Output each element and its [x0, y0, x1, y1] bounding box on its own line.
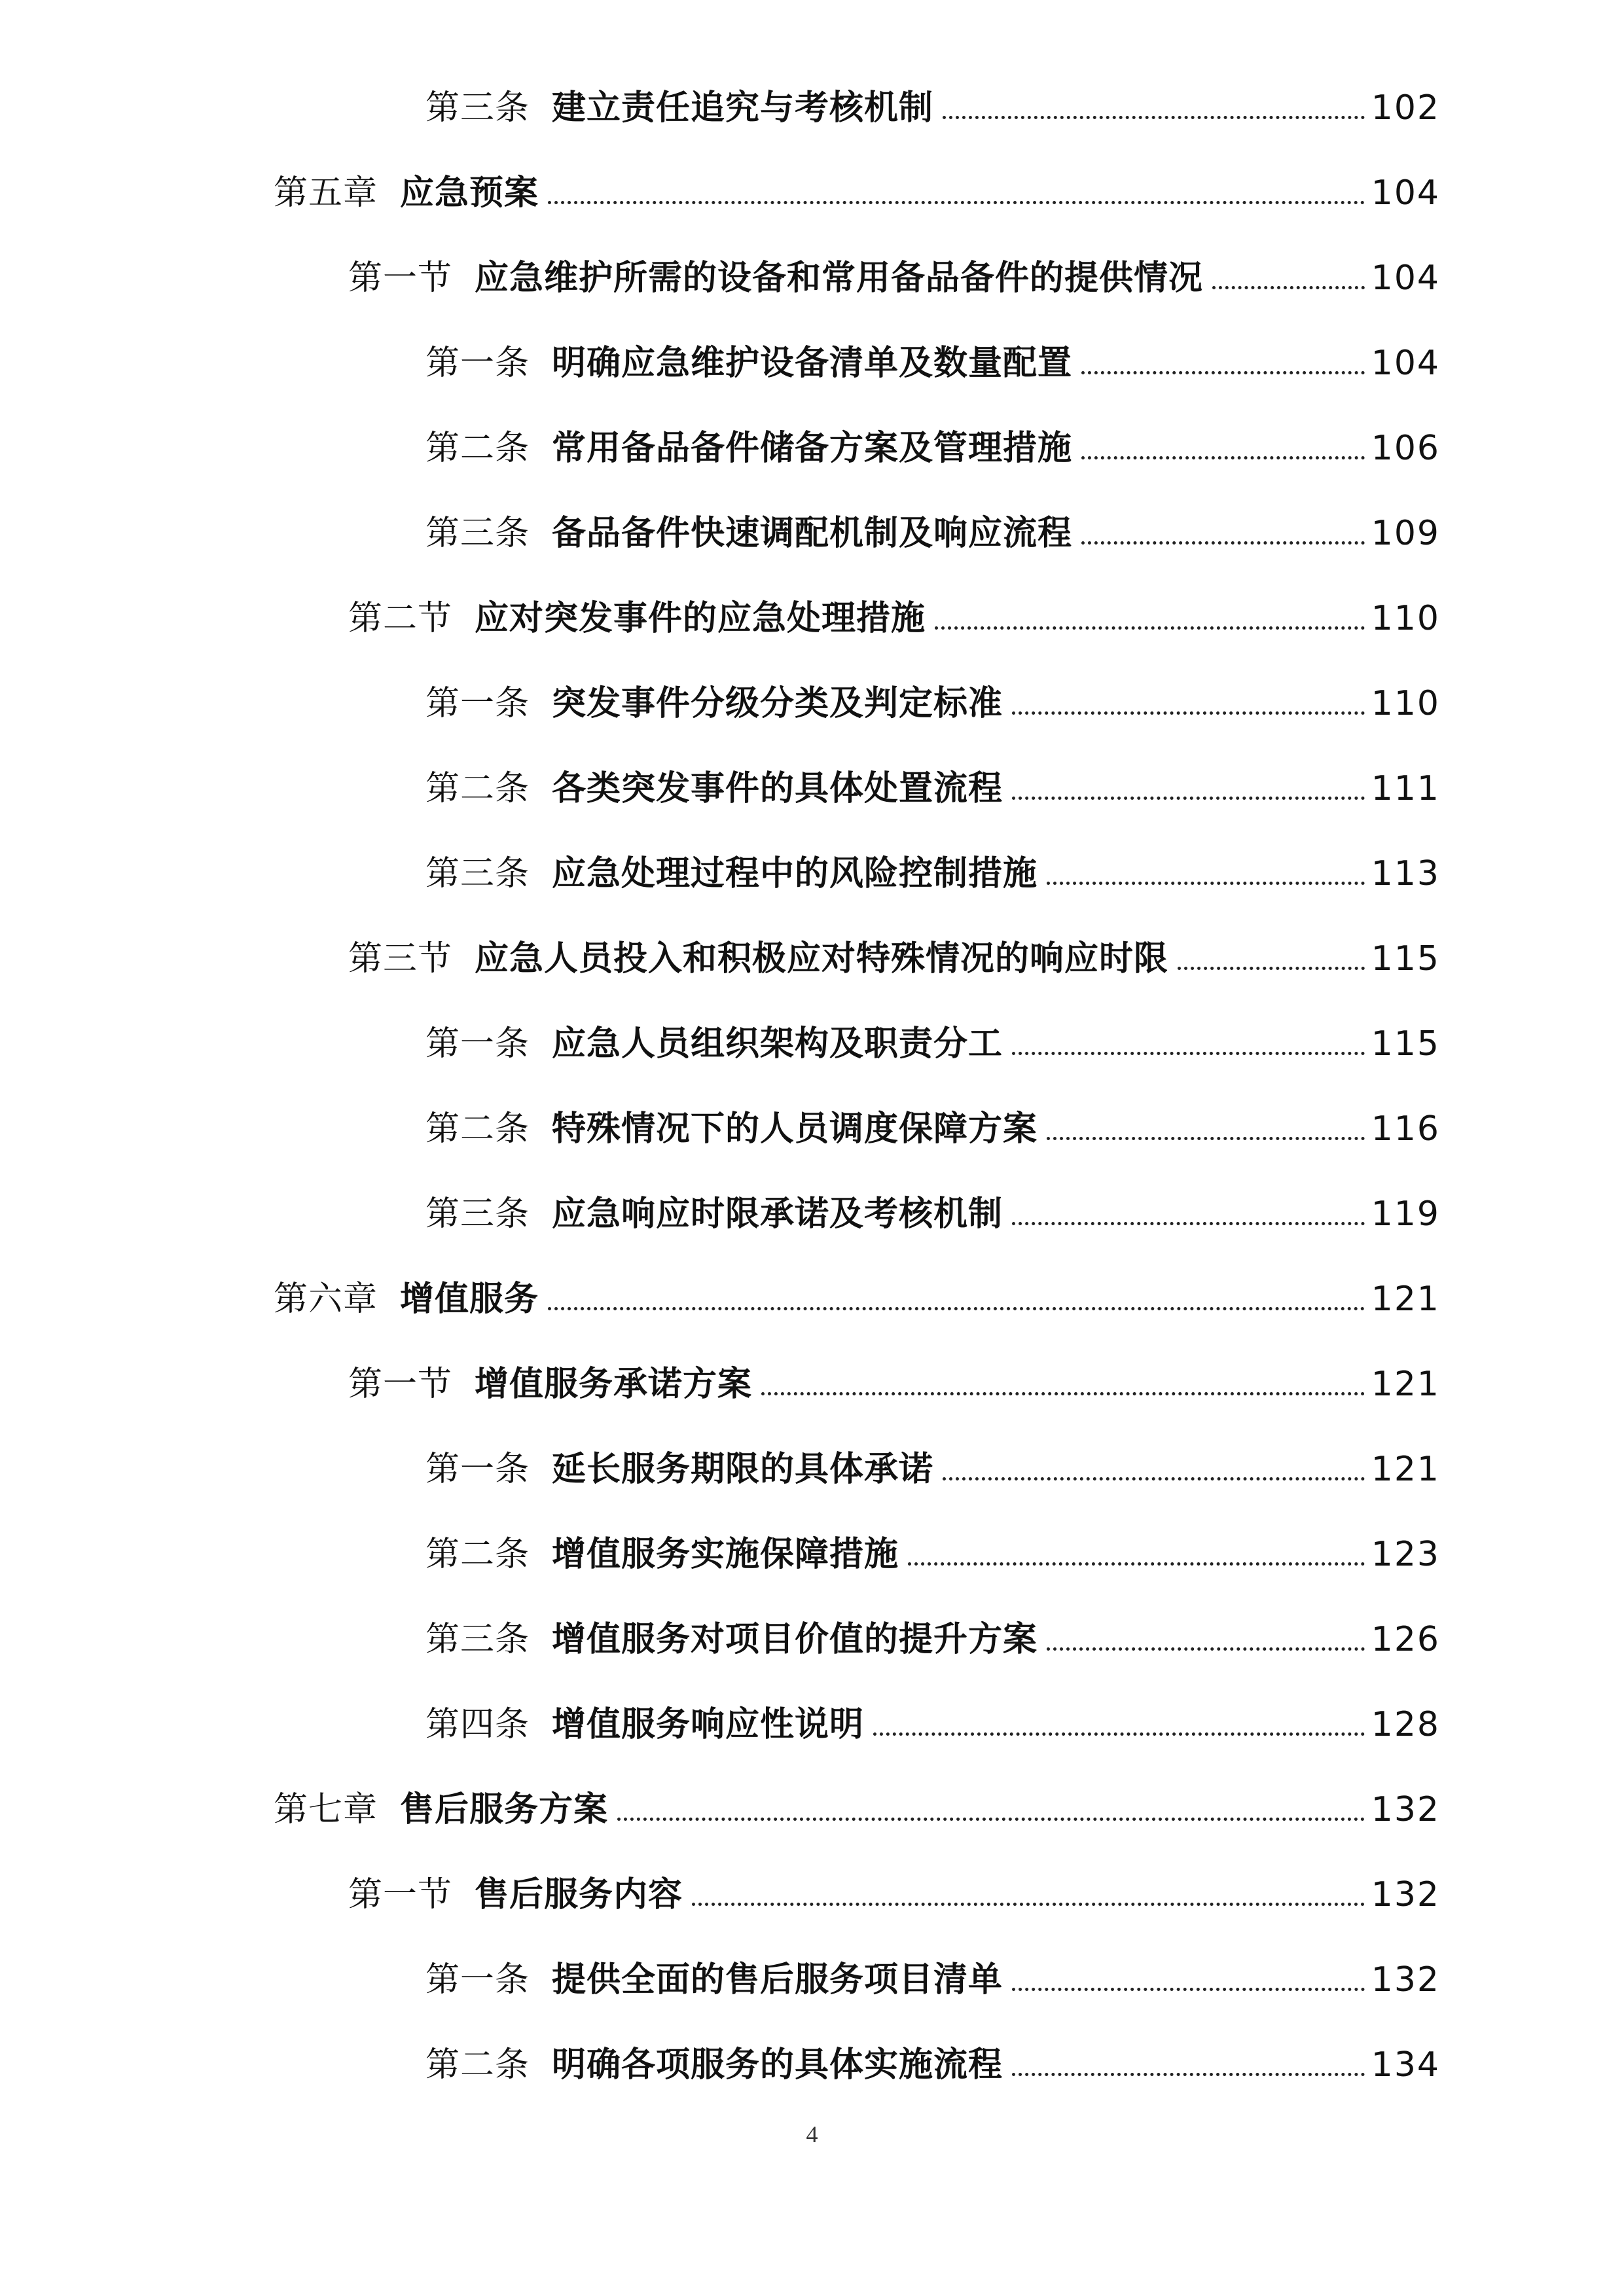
toc-entry[interactable]	[0, 1852, 1624, 1937]
dot-leader	[943, 1477, 1365, 1480]
toc-entry-title: 应急维护所需的设备和常用备品备件的提供情况	[475, 258, 1204, 298]
toc-entry-label: 第七章	[274, 1790, 378, 1829]
toc-entry[interactable]	[0, 1086, 1624, 1172]
toc-entry-page: 119	[1371, 1194, 1440, 1234]
toc-entry-label: 第一节	[348, 259, 453, 298]
toc-entry-page: 134	[1371, 2045, 1440, 2085]
toc-entry-title: 应急响应时限承诺及考核机制	[552, 1194, 1003, 1234]
toc-entry-page: 132	[1371, 1790, 1440, 1829]
toc-entry-title: 增值服务实施保障措施	[552, 1534, 899, 1574]
toc-entry-label: 第一条	[425, 1024, 530, 1064]
dot-leader	[617, 1818, 1365, 1821]
toc-entry[interactable]	[0, 1342, 1624, 1427]
toc-entry-page: 110	[1371, 599, 1440, 638]
toc-entry-title: 应急处理过程中的风险控制措施	[552, 853, 1038, 893]
toc-entry-label: 第一条	[425, 684, 530, 723]
toc-entry-title: 明确应急维护设备清单及数量配置	[552, 343, 1073, 383]
toc-entry[interactable]	[0, 1172, 1624, 1257]
toc-entry-page: 132	[1371, 1875, 1440, 1914]
toc-entry-page: 113	[1371, 854, 1440, 893]
toc-entry[interactable]	[0, 2022, 1624, 2108]
toc-entry-label: 第二节	[348, 599, 453, 638]
toc-entry-title: 增值服务响应性说明	[552, 1704, 865, 1744]
dot-leader	[1012, 1222, 1365, 1225]
toc-entry[interactable]	[0, 1512, 1624, 1597]
toc-entry-label: 第二条	[425, 1109, 530, 1149]
toc-entry[interactable]	[0, 65, 1624, 151]
toc-entry[interactable]	[0, 831, 1624, 916]
toc-entry-label: 第二条	[425, 429, 530, 468]
toc-entry-title: 建立责任追究与考核机制	[552, 88, 934, 128]
toc-entry-label: 第一节	[348, 1875, 453, 1914]
toc-entry-page: 102	[1371, 88, 1440, 128]
toc-entry-label: 第六章	[274, 1280, 378, 1319]
toc-entry-title: 备品备件快速调配机制及响应流程	[552, 513, 1073, 553]
dot-leader	[873, 1732, 1365, 1736]
toc-entry-title: 提供全面的售后服务项目清单	[552, 1960, 1003, 2000]
toc-entry-label: 第二条	[425, 1535, 530, 1574]
toc-entry-title: 增值服务	[400, 1279, 539, 1319]
toc-entry-page: 115	[1371, 939, 1440, 978]
toc-entry[interactable]	[0, 746, 1624, 831]
dot-leader	[1012, 1988, 1365, 1991]
toc-entry-label: 第四条	[425, 1705, 530, 1744]
toc-entry-page: 116	[1371, 1109, 1440, 1149]
toc-entry-page: 128	[1371, 1705, 1440, 1744]
dot-leader	[935, 626, 1365, 630]
toc-entry-label: 第二条	[425, 769, 530, 808]
toc-entry-page: 111	[1371, 769, 1440, 808]
dot-leader	[1047, 882, 1365, 885]
toc-entry-label: 第三条	[425, 1194, 530, 1234]
toc-entry[interactable]	[0, 406, 1624, 491]
toc-entry-page: 110	[1371, 684, 1440, 723]
toc-entry-page: 104	[1371, 259, 1440, 298]
toc-entry[interactable]	[0, 661, 1624, 746]
toc-entry-label: 第二条	[425, 2045, 530, 2085]
toc-entry[interactable]	[0, 1427, 1624, 1512]
toc-entry-title: 售后服务内容	[475, 1874, 683, 1914]
toc-entry-title: 各类突发事件的具体处置流程	[552, 768, 1003, 808]
toc-entry-label: 第三条	[425, 88, 530, 128]
dot-leader	[1012, 797, 1365, 800]
toc-entry[interactable]	[0, 576, 1624, 661]
toc-entry-label: 第一节	[348, 1365, 453, 1404]
toc-entry[interactable]	[0, 1597, 1624, 1682]
dot-leader	[548, 1307, 1365, 1310]
table-of-contents	[0, 65, 1624, 2108]
dot-leader	[1081, 541, 1365, 545]
dot-leader	[1012, 1052, 1365, 1055]
dot-leader	[1212, 286, 1365, 289]
dot-leader	[1012, 711, 1365, 715]
toc-entry[interactable]	[0, 916, 1624, 1001]
toc-entry-page: 104	[1371, 344, 1440, 383]
toc-entry[interactable]	[0, 1682, 1624, 1767]
toc-entry[interactable]	[0, 236, 1624, 321]
toc-entry-label: 第一条	[425, 344, 530, 383]
dot-leader	[692, 1903, 1365, 1906]
toc-entry-title: 增值服务承诺方案	[475, 1364, 753, 1404]
toc-entry-page: 126	[1371, 1620, 1440, 1659]
dot-leader	[548, 201, 1365, 204]
toc-entry-title: 应急人员组织架构及职责分工	[552, 1024, 1003, 1064]
toc-entry[interactable]	[0, 1001, 1624, 1086]
toc-entry[interactable]	[0, 491, 1624, 576]
toc-entry-page: 123	[1371, 1535, 1440, 1574]
toc-entry-label: 第一条	[425, 1960, 530, 2000]
toc-entry[interactable]	[0, 151, 1624, 236]
toc-entry-page: 104	[1371, 173, 1440, 213]
dot-leader	[1047, 1647, 1365, 1651]
dot-leader	[943, 116, 1365, 119]
toc-entry-label: 第三节	[348, 939, 453, 978]
dot-leader	[1012, 2073, 1365, 2076]
toc-entry-title: 特殊情况下的人员调度保障方案	[552, 1109, 1038, 1149]
toc-entry-page: 106	[1371, 429, 1440, 468]
toc-entry[interactable]	[0, 1257, 1624, 1342]
toc-entry[interactable]	[0, 1937, 1624, 2022]
dot-leader	[908, 1562, 1365, 1566]
dot-leader	[1081, 371, 1365, 374]
toc-entry[interactable]	[0, 1767, 1624, 1852]
toc-entry[interactable]	[0, 321, 1624, 406]
dot-leader	[761, 1392, 1365, 1395]
toc-entry-label: 第三条	[425, 854, 530, 893]
toc-entry-title: 应对突发事件的应急处理措施	[475, 598, 926, 638]
page-number: 4	[806, 2121, 818, 2147]
toc-entry-page: 109	[1371, 514, 1440, 553]
toc-entry-label: 第五章	[274, 173, 378, 213]
toc-entry-page: 121	[1371, 1280, 1440, 1319]
toc-entry-title: 增值服务对项目价值的提升方案	[552, 1619, 1038, 1659]
toc-entry-title: 延长服务期限的具体承诺	[552, 1449, 934, 1489]
toc-entry-title: 突发事件分级分类及判定标准	[552, 683, 1003, 723]
toc-entry-title: 应急预案	[400, 173, 539, 213]
toc-entry-title: 常用备品备件储备方案及管理措施	[552, 428, 1073, 468]
toc-entry-title: 售后服务方案	[400, 1789, 609, 1829]
toc-entry-label: 第三条	[425, 514, 530, 553]
toc-entry-page: 121	[1371, 1450, 1440, 1489]
toc-entry-page: 115	[1371, 1024, 1440, 1064]
toc-entry-label: 第三条	[425, 1620, 530, 1659]
toc-entry-label: 第一条	[425, 1450, 530, 1489]
dot-leader	[1178, 967, 1365, 970]
toc-entry-page: 121	[1371, 1365, 1440, 1404]
toc-entry-page: 132	[1371, 1960, 1440, 2000]
toc-entry-title: 应急人员投入和积极应对特殊情况的响应时限	[475, 939, 1169, 978]
dot-leader	[1047, 1137, 1365, 1140]
toc-entry-title: 明确各项服务的具体实施流程	[552, 2045, 1003, 2085]
dot-leader	[1081, 456, 1365, 459]
